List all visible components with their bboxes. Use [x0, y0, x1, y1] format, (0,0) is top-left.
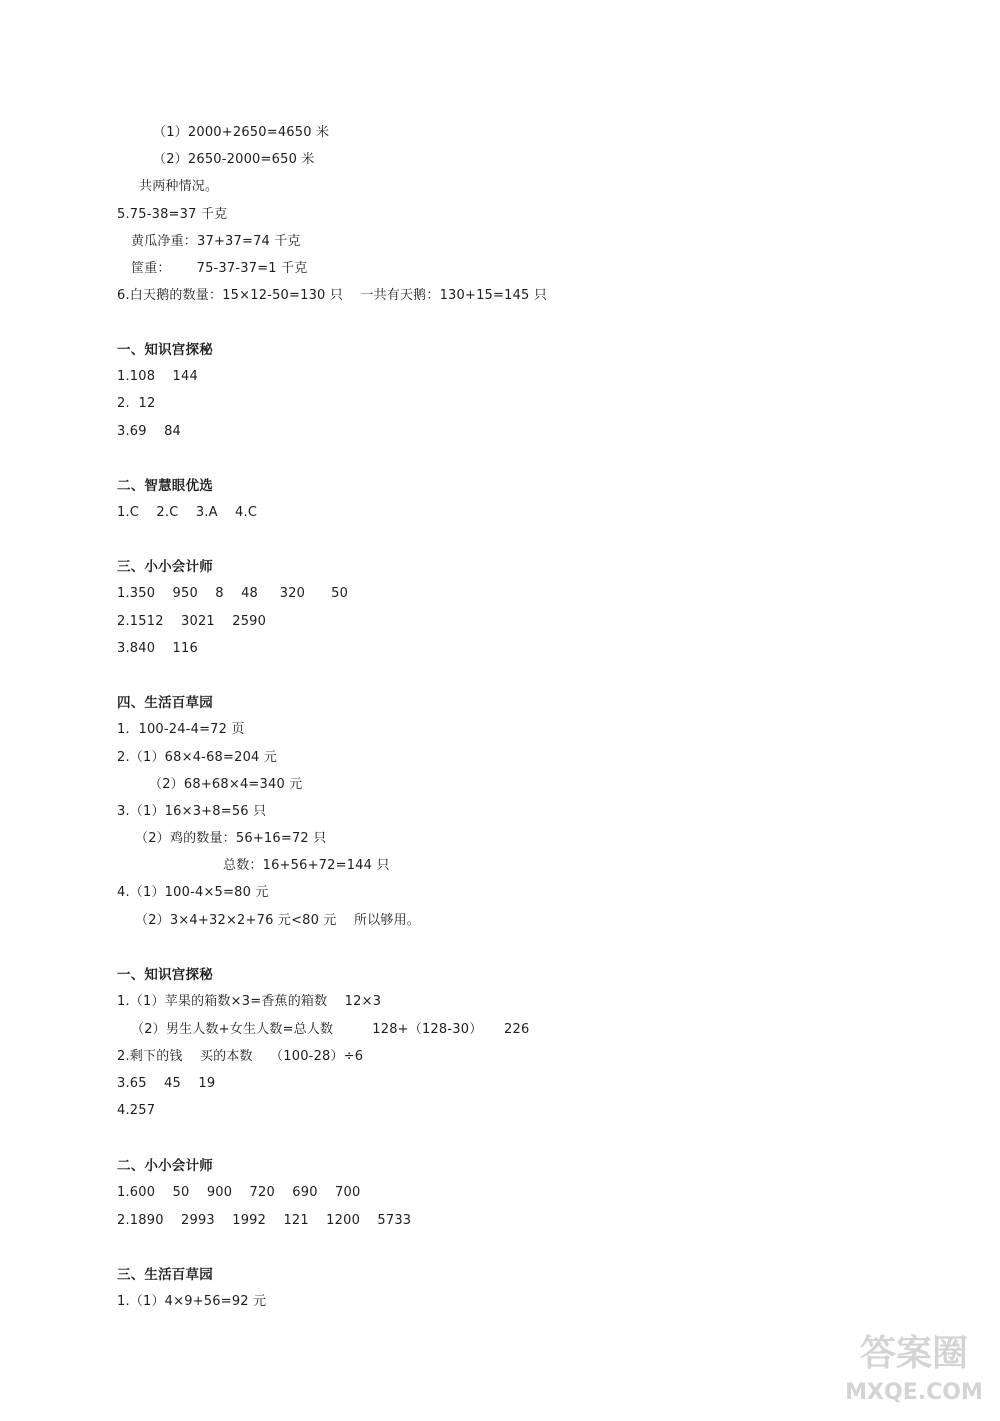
answer-line: 黄瓜净重：37+37=74 千克: [131, 234, 301, 249]
answer-line: 5.75-38=37 千克: [117, 207, 228, 222]
answer-line: （2）68+68×4=340 元: [149, 777, 303, 792]
answer-line: 6.白天鹅的数量：15×12-50=130 只 一共有天鹅：130+15=145 只: [117, 288, 548, 303]
answer-line: 2. 12: [117, 396, 156, 411]
section-heading: 四、生活百草园: [117, 695, 213, 711]
section-heading: 一、知识宫探秘: [117, 967, 213, 983]
answer-line: （2）2650-2000=650 米: [153, 152, 315, 167]
answer-line: 1.350 950 8 48 320 50: [117, 586, 349, 601]
answer-line: 1.（1）苹果的箱数×3=香蕉的箱数 12×3: [117, 994, 382, 1009]
section-heading: 三、小小会计师: [117, 559, 213, 575]
answer-line: （1）2000+2650=4650 米: [153, 125, 330, 140]
answer-line: 总数：16+56+72=144 只: [223, 858, 390, 873]
answer-line: （2）男生人数+女生人数=总人数 128+（128-30） 226: [131, 1022, 530, 1037]
answer-line: 2.1890 2993 1992 121 1200 5733: [117, 1213, 412, 1228]
answer-line: 共两种情况。: [139, 179, 219, 194]
answer-line: （2）3×4+32×2+76 元<80 元 所以够用。: [135, 913, 420, 928]
answer-line: 3.840 116: [117, 641, 198, 656]
answer-line: 1.108 144: [117, 369, 198, 384]
answer-line: 1. 100-24-4=72 页: [117, 722, 245, 737]
answer-line: 1.C 2.C 3.A 4.C: [117, 505, 258, 520]
section-heading: 一、知识宫探秘: [117, 342, 213, 358]
answer-line: 筐重： 75-37-37=1 千克: [131, 261, 308, 276]
answer-line: 4.257: [117, 1103, 156, 1118]
answer-line: 2.1512 3021 2590: [117, 614, 267, 629]
answer-line: 1.（1）4×9+56=92 元: [117, 1294, 267, 1309]
answer-line: 2.剩下的钱 买的本数 （100-28）÷6: [117, 1049, 364, 1064]
section-heading: 二、小小会计师: [117, 1158, 213, 1174]
answer-line: 2.（1）68×4-68=204 元: [117, 750, 278, 765]
answer-line: 3.69 84: [117, 424, 182, 439]
watermark-top-text: 答案圈: [859, 1333, 969, 1374]
watermark-bottom-text: MXQE.COM: [845, 1380, 983, 1405]
answer-line: （2）鸡的数量：56+16=72 只: [135, 831, 327, 846]
section-heading: 二、智慧眼优选: [117, 478, 213, 494]
answer-line: 3.65 45 19: [117, 1076, 216, 1091]
answer-line: 4.（1）100-4×5=80 元: [117, 885, 269, 900]
answer-line: 1.600 50 900 720 690 700: [117, 1185, 361, 1200]
answer-line: 3.（1）16×3+8=56 只: [117, 804, 267, 819]
watermark-logo: [844, 1321, 984, 1407]
section-heading: 三、生活百草园: [117, 1267, 213, 1283]
